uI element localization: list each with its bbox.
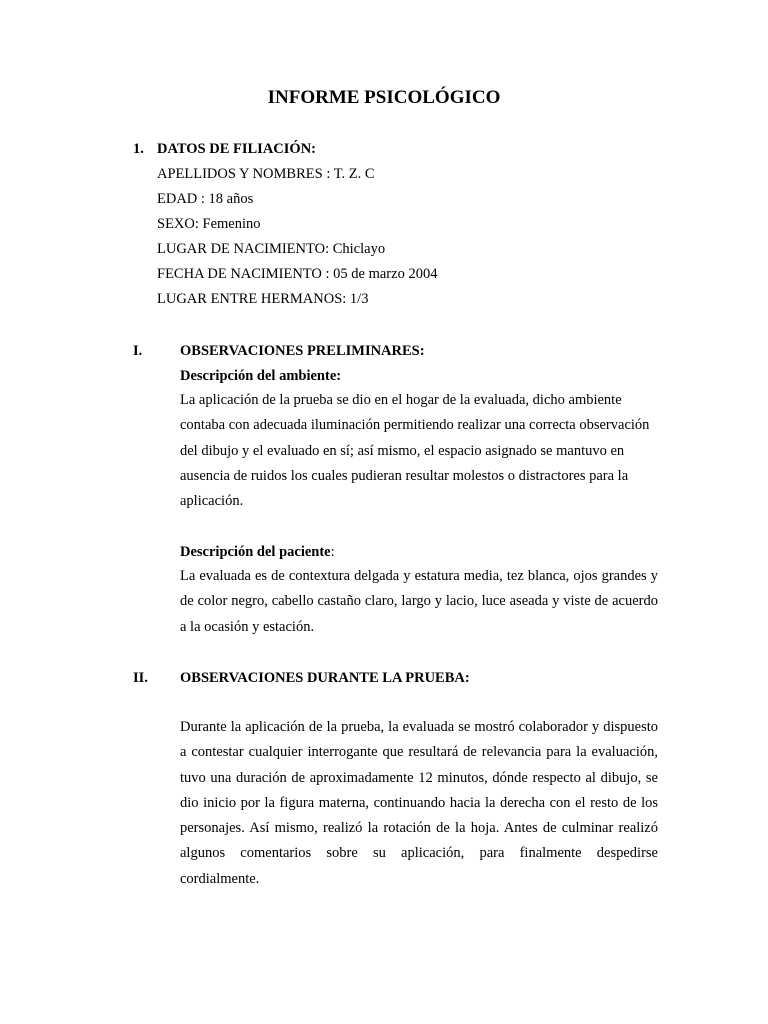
patient-paragraph: La evaluada es de contextura delgada y estatura media, tez blanca, ojos grandes y de color negro, cabello castaño claro, largo y lacio, luce aseada y viste de acuerdo a la ocasión y estación. [180,568,658,635]
section2-heading: OBSERVACIONES PRELIMINARES: [180,343,425,359]
section1-heading: DATOS DE FILIACIÓN: [157,141,316,157]
document-title: INFORME PSICOLÓGICO [267,87,501,108]
section1-number: 1. [133,141,144,157]
environment-heading: Descripción del ambiente: [180,368,342,384]
field-names: APELLIDOS Y NOMBRES : T. Z. C [157,166,375,182]
test-observations-paragraph: Durante la aplicación de la prueba, la evaluada se mostró colaborador y dispuesto a contestar cualquier interrogante que resultará de relevancia para la evaluación, tuvo una duración de aproximadamente 12 minutos, dónde respecto al dibujo, se dio inicio por la figura materna, continuando hacia la derecha con el resto de los personajes. Así mismo, realizó la rotación de la hoja. Antes de culminar realizó algunos comentarios sobre su aplicación, para finalmente despedirse cordialmente. [180,719,658,887]
section2-number: I. [133,343,143,359]
field-sibling-order: LUGAR ENTRE HERMANOS: 1/3 [157,291,369,307]
patient-heading-colon: : [330,544,335,560]
field-age: EDAD : 18 años [157,191,254,207]
patient-heading: Descripción del paciente [180,544,331,560]
section3-number: II. [133,670,148,686]
field-birthdate: FECHA DE NACIMIENTO : 05 de marzo 2004 [157,266,438,282]
section3-heading: OBSERVACIONES DURANTE LA PRUEBA: [180,670,470,686]
field-birthplace: LUGAR DE NACIMIENTO: Chiclayo [157,241,386,257]
field-sex: SEXO: Femenino [157,216,261,232]
patient-heading-line [180,542,335,562]
environment-paragraph: La aplicación de la prueba se dio en el hogar de la evaluada, dicho ambiente contaba con adecuada iluminación permitiendo realizar una correcta observación del dibujo y el evaluado en sí; así mismo, el espacio asignado se mantuvo en ausencia de ruidos los cuales pudieran resultar molestos o distractores para la aplicación. [180,392,650,510]
